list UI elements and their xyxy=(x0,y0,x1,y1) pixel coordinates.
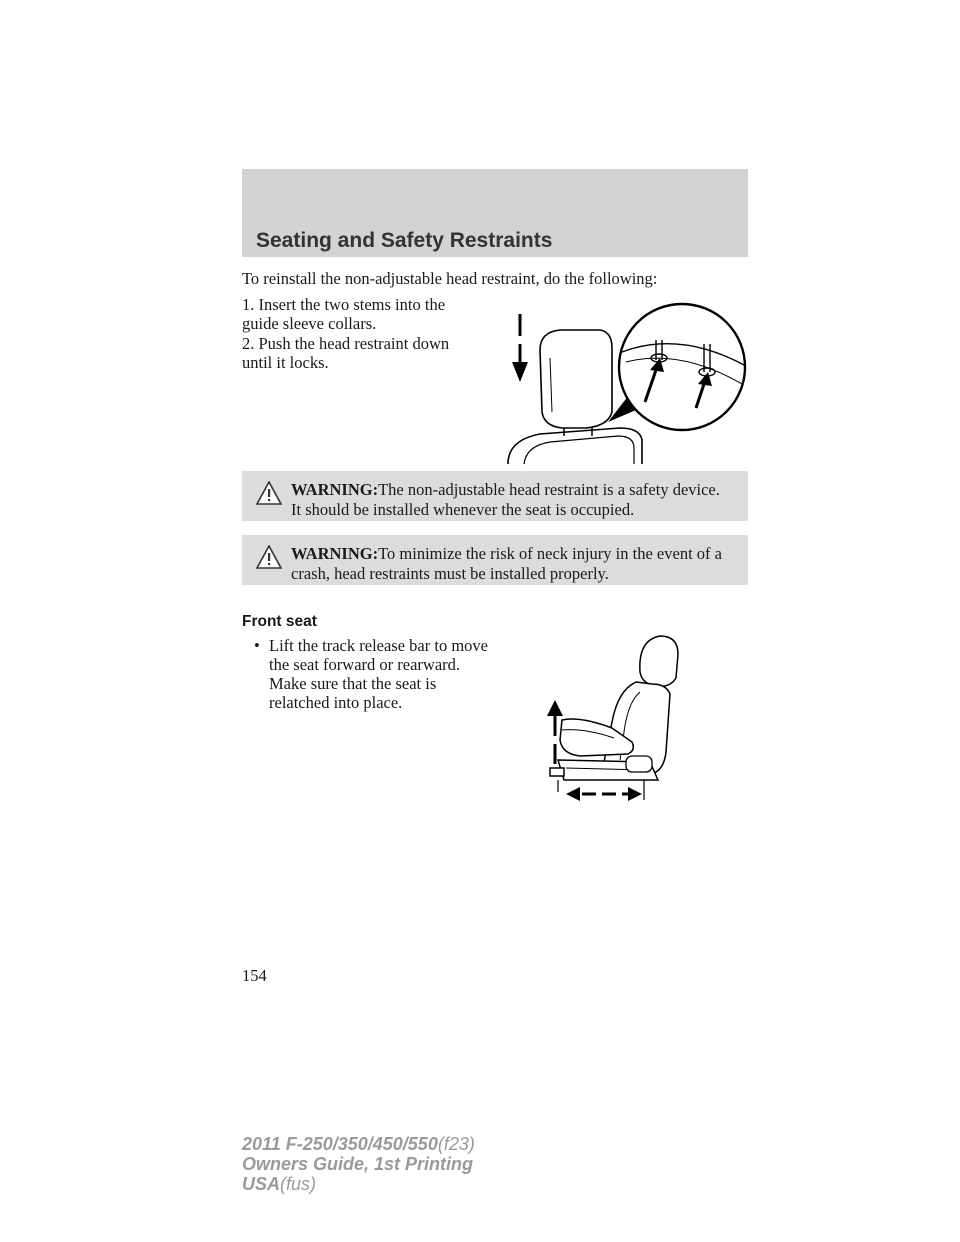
warning-label: WARNING: xyxy=(291,544,379,563)
warning-1-line-1: The non-adjustable head restraint is a safety device. xyxy=(378,480,720,499)
warning-box-1 xyxy=(242,471,748,521)
footer-model: 2011 F-250/350/450/550 xyxy=(242,1134,438,1154)
step-2-line-1: 2. Push the head restraint down xyxy=(242,334,450,353)
bullet-line-1: Lift the track release bar to move xyxy=(269,636,488,655)
step-1 xyxy=(242,295,445,333)
warning-label: WARNING: xyxy=(291,480,379,499)
seat-track-illustration xyxy=(540,632,690,802)
warning-text-2 xyxy=(291,544,746,583)
bullet-line-3: Make sure that the seat is xyxy=(269,674,437,693)
step-1-line-2: guide sleeve collars. xyxy=(242,314,377,333)
footer-line-3 xyxy=(242,1174,316,1194)
warning-triangle-icon xyxy=(256,481,282,505)
front-seat-heading: Front seat xyxy=(242,613,317,630)
step-2-line-2: until it locks. xyxy=(242,353,329,372)
step-1-line-1: 1. Insert the two stems into the xyxy=(242,295,446,314)
warning-2-line-1: To minimize the risk of neck injury in the event of a xyxy=(378,544,722,563)
footer-line-1 xyxy=(242,1134,475,1154)
bullet-text xyxy=(269,636,519,712)
footer-line-2: Owners Guide, 1st Printing xyxy=(242,1154,474,1174)
head-restraint-illustration xyxy=(500,300,760,465)
warning-2-line-2: crash, head restraints must be installed properly. xyxy=(291,563,609,583)
warning-box-2 xyxy=(242,535,748,585)
bullet-marker: • xyxy=(254,636,260,655)
page-number: 154 xyxy=(242,966,267,985)
bullet-line-2: the seat forward or rearward. xyxy=(269,655,461,674)
footer-market: USA xyxy=(242,1174,281,1194)
intro-text: To reinstall the non-adjustable head restraint, do the following: xyxy=(242,269,658,288)
warning-text-1 xyxy=(291,480,746,519)
footer-market-code: (fus) xyxy=(280,1174,317,1194)
step-2 xyxy=(242,334,449,372)
bullet-line-4: relatched into place. xyxy=(269,693,403,712)
section-title: Seating and Safety Restraints xyxy=(256,229,553,252)
warning-1-line-2: It should be installed whenever the seat is occupied. xyxy=(291,499,635,519)
footer-model-code: (f23) xyxy=(437,1134,475,1154)
warning-triangle-icon xyxy=(256,545,282,569)
